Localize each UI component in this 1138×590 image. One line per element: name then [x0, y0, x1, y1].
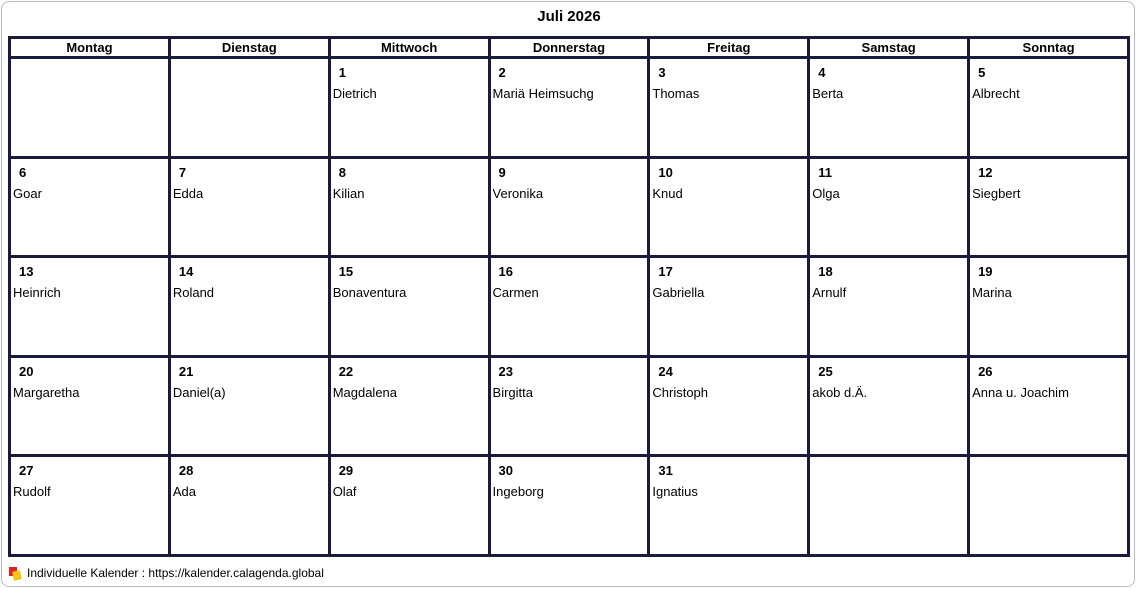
day-number: 1 — [338, 65, 346, 80]
day-number: 8 — [338, 164, 346, 180]
day-cell — [10, 157, 170, 257]
name-day: Olga — [812, 185, 840, 201]
day-number: 25 — [818, 363, 833, 379]
day-cell — [809, 157, 969, 257]
name-day: Goar — [13, 185, 42, 201]
footer — [9, 566, 324, 580]
day-cell — [489, 456, 649, 556]
weekday-header: Freitag — [649, 38, 809, 58]
calendar-title: Juli 2026 — [537, 8, 601, 25]
day-cell — [10, 58, 170, 158]
day-cell — [169, 356, 329, 456]
day-cell — [10, 257, 170, 357]
day-cell — [809, 456, 969, 556]
day-cell — [169, 257, 329, 357]
day-cell — [489, 58, 649, 158]
day-number: 4 — [818, 65, 826, 80]
name-day: Christoph — [652, 384, 709, 400]
week-row — [10, 157, 1129, 257]
day-number — [978, 463, 1127, 478]
name-day: Marina — [972, 285, 1012, 301]
name-day: Bonaventura — [332, 285, 407, 301]
name-day: Daniel(a) — [172, 384, 226, 400]
day-number: 10 — [658, 164, 673, 180]
day-number — [818, 463, 967, 478]
day-cell — [809, 356, 969, 456]
day-number: 19 — [978, 264, 993, 280]
day-cell — [969, 257, 1129, 357]
day-number: 16 — [498, 264, 513, 280]
day-number: 15 — [338, 264, 354, 280]
day-cell — [329, 58, 489, 158]
day-number: 29 — [338, 463, 354, 479]
day-cell — [489, 356, 649, 456]
week-row — [10, 456, 1129, 556]
day-number: 3 — [658, 65, 666, 80]
day-cell — [169, 157, 329, 257]
name-day: Edda — [172, 185, 204, 201]
name-day: Birgitta — [492, 384, 533, 400]
day-number: 20 — [19, 363, 34, 379]
name-day: Gabriella — [652, 285, 705, 301]
day-number: 6 — [19, 164, 27, 180]
footer-text: Individuelle Kalender : https://kalender.calagenda.global — [27, 566, 324, 580]
name-day: Margaretha — [13, 384, 80, 400]
day-number: 23 — [498, 363, 513, 379]
name-day: Knud — [652, 185, 683, 201]
day-number: 5 — [978, 65, 986, 80]
name-day: Berta — [812, 86, 844, 101]
day-number: 26 — [978, 363, 993, 379]
weekday-header: Samstag — [809, 38, 969, 58]
day-number: 2 — [498, 65, 506, 80]
day-cell — [649, 456, 809, 556]
day-number: 28 — [178, 463, 194, 479]
day-number — [19, 65, 168, 80]
day-cell — [969, 58, 1129, 158]
day-number: 18 — [818, 264, 833, 280]
name-day: akob d.Ä. — [812, 384, 868, 400]
day-cell — [10, 456, 170, 556]
day-cell — [809, 58, 969, 158]
day-number: 12 — [978, 164, 993, 180]
calendar-grid — [8, 36, 1130, 557]
day-cell — [969, 157, 1129, 257]
day-cell — [169, 58, 329, 158]
weekday-header: Montag — [10, 38, 170, 58]
day-number: 21 — [178, 363, 194, 379]
name-day: Anna u. Joachim — [972, 384, 1069, 400]
name-day: Dietrich — [332, 86, 377, 101]
day-number: 22 — [338, 363, 354, 379]
day-number: 11 — [818, 164, 832, 180]
name-day: Arnulf — [812, 285, 847, 301]
weekday-header: Mittwoch — [329, 38, 489, 58]
name-day: Mariä Heimsuchg — [492, 86, 594, 101]
name-day: Rudolf — [13, 484, 51, 500]
day-cell — [10, 356, 170, 456]
day-number: 24 — [658, 363, 673, 379]
day-number: 17 — [658, 264, 673, 280]
name-day: Ignatius — [652, 484, 698, 500]
day-cell — [969, 456, 1129, 556]
day-cell — [809, 257, 969, 357]
name-day: Kilian — [332, 185, 365, 201]
weekday-header-row — [10, 38, 1129, 58]
day-number — [179, 65, 328, 80]
name-day: Heinrich — [13, 285, 61, 301]
calagenda-logo-icon — [9, 567, 21, 580]
day-cell — [649, 356, 809, 456]
day-number: 31 — [658, 463, 673, 479]
day-cell — [329, 257, 489, 357]
weekday-header: Sonntag — [969, 38, 1129, 58]
day-number: 13 — [19, 264, 34, 280]
day-cell — [649, 58, 809, 158]
day-cell — [169, 456, 329, 556]
day-number: 27 — [19, 463, 34, 479]
name-day: Ingeborg — [492, 484, 544, 500]
day-cell — [329, 157, 489, 257]
day-cell — [329, 356, 489, 456]
day-number: 9 — [498, 164, 506, 180]
name-day: Albrecht — [972, 86, 1020, 101]
day-cell — [489, 257, 649, 357]
name-day: Magdalena — [332, 384, 398, 400]
week-row — [10, 356, 1129, 456]
name-day: Thomas — [652, 86, 700, 101]
name-day: Siegbert — [972, 185, 1021, 201]
weekday-header: Dienstag — [169, 38, 329, 58]
day-number: 14 — [178, 264, 194, 280]
week-row — [10, 257, 1129, 357]
name-day: Roland — [172, 285, 215, 301]
weekday-header: Donnerstag — [489, 38, 649, 58]
name-day: Veronika — [492, 185, 544, 201]
day-cell — [489, 157, 649, 257]
day-cell — [969, 356, 1129, 456]
name-day: Carmen — [492, 285, 539, 301]
day-cell — [649, 257, 809, 357]
week-row — [10, 58, 1129, 158]
day-number: 7 — [178, 164, 187, 180]
name-day: Ada — [172, 484, 196, 500]
name-day: Olaf — [332, 484, 357, 500]
day-number: 30 — [498, 463, 513, 479]
day-cell — [649, 157, 809, 257]
day-cell — [329, 456, 489, 556]
